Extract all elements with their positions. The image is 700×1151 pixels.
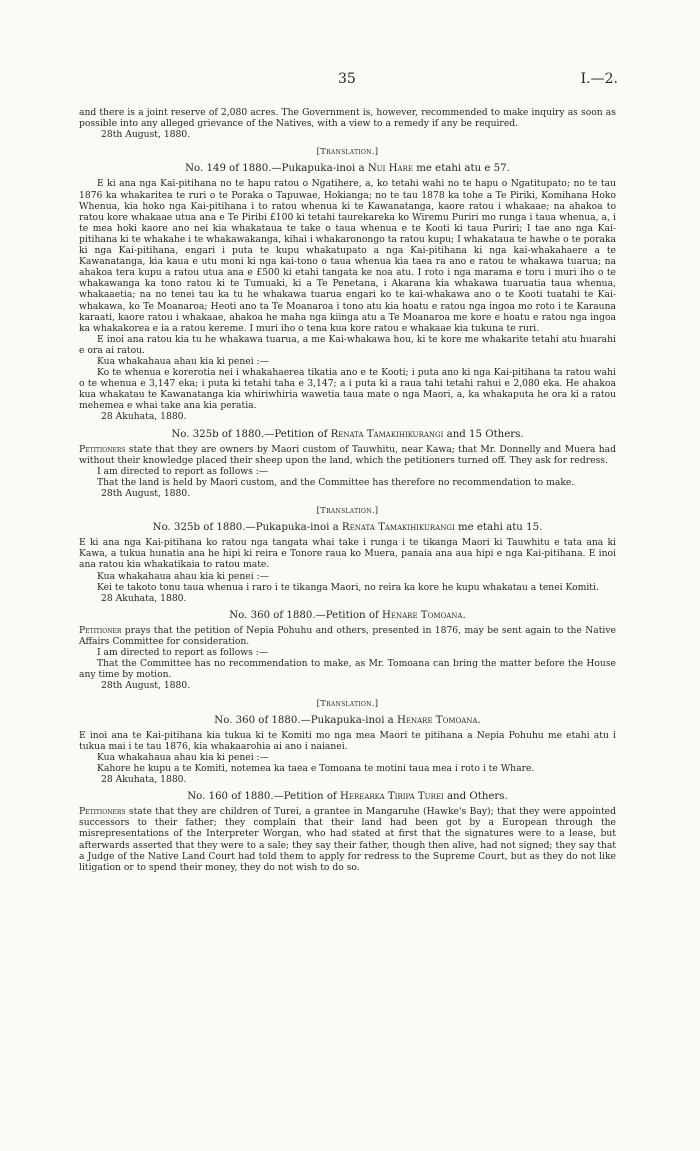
- paragraph: Kahore he kupu a te Komiti, notemea ka taea e Tomoana te motini taua mea i roto i te Whare.: [97, 762, 535, 774]
- paragraph: Ko te whenua e korerotia nei i whakahaerea tikatia ano e te Kooti; i puta ano ki nga Kai-pitihana ta ratou wahi o te whenua e 3,147 eka; i puta ki tetahi taha e 3,147; a i puta ki a raua tahi tetahi rahui e 2,080 eka. He ahakoa kua whakatau te Kawanatanga kia whiriwhiria wawetia taua mate o nga Maori, a, ka whakaputa he ora ki a ratou mehemea e whai take ana kia peratia.: [79, 367, 616, 412]
- heading-suffix: and 15 Others.: [443, 428, 524, 440]
- section-heading: [79, 715, 616, 726]
- dateline: 28th August, 1880.: [101, 680, 191, 692]
- paragraph: Kua whakahaua ahau kia ki penei :—: [97, 751, 269, 763]
- heading-prefix: No. 325b of 1880.—Petition of: [171, 428, 331, 440]
- heading-name: Herearka Tiripa Turei: [339, 791, 444, 803]
- heading-suffix: .: [462, 609, 466, 621]
- dateline: 28th August, 1880.: [101, 488, 191, 499]
- paragraph: E inoi ana ratou kia tu he whakawa tuarua, a me Kai-whakawa hou, ki te kore me whakarite tetahi atu huarahi e ora ai ratou.: [79, 333, 616, 356]
- section-heading: [79, 522, 616, 533]
- paragraph: [79, 444, 616, 466]
- heading-prefix: No. 160 of 1880.—Petition of: [187, 791, 340, 803]
- paragraph: and there is a joint reserve of 2,080 acres. The Government is, however, recommended to make inquiry as soon as possible into any alleged grievance of the Natives, with a view to a remedy if any be required.: [79, 107, 616, 130]
- paragraph: That the land is held by Maori custom, and the Committee has therefore no recommendation to make.: [97, 476, 575, 488]
- section-heading: [79, 163, 616, 174]
- page-header: [0, 71, 700, 92]
- heading-prefix: No. 149 of 1880.—Pukapuka-inoi a: [185, 163, 368, 175]
- section-petition-160: [79, 791, 616, 873]
- paragraph: E ki ana nga Kai-pitihana ko ratou nga tangata whai take i runga i te tikanga Maori ki Tauwhitu e tata ana ki Kawa, a tukua hunatia ana he hipi ki reira e Tonore raua ko Muera, panaia ana aua hipi e nga Kai-pitihana. E inoi ana ratou kia whakatikaia to ratou mate.: [79, 537, 616, 571]
- dateline: 28th August, 1880.: [101, 129, 191, 141]
- paragraph: Kua whakahaua ahau kia ki penei :—: [97, 570, 269, 582]
- page-reference: I.—2.: [580, 71, 618, 87]
- heading-prefix: No. 360 of 1880.—Pukapuka-inoi a: [214, 714, 397, 726]
- section-translation-360: [79, 698, 616, 786]
- section-heading: [79, 429, 616, 440]
- section-heading: [79, 610, 616, 621]
- translation-label: [Translation.]: [316, 697, 379, 708]
- section-continuation: [79, 107, 616, 140]
- heading-name: Henare Tomoana: [382, 609, 463, 621]
- paragraph: That the Committee has no recommendation to make, as Mr. Tomoana can bring the matter before the House any time by motion.: [79, 658, 616, 681]
- translation-label: [Translation.]: [316, 505, 379, 516]
- lead-word: Petitioner: [79, 624, 122, 636]
- translation-label: [Translation.]: [316, 146, 379, 157]
- heading-prefix: No. 360 of 1880.—Petition of: [229, 609, 382, 621]
- paragraph: E inoi ana te Kai-pitihana kia tukua ki te Komiti mo nga mea Maori te pitihana a Nepia Pohuhu me etahi atu i tukua mai i te tau 1876, kia whakaarohia ai ano i naianei.: [79, 729, 616, 752]
- heading-name: Renata Tamakihikurangi: [341, 522, 455, 534]
- section-petition-360: [79, 610, 616, 692]
- paragraph: I am directed to report as follows :—: [97, 465, 269, 477]
- section-translation-325b: [79, 505, 616, 604]
- lead-word: Petitioners: [79, 443, 126, 455]
- paragraph-text: prays that the petition of Nepia Pohuhu and others, presented in 1876, may be sent again to the Native Affairs Committee for consideration.: [79, 624, 616, 648]
- section-heading: [79, 791, 616, 802]
- paragraph: I am directed to report as follows :—: [97, 647, 269, 659]
- paragraph: Kei te takoto tonu taua whenua i raro i te tikanga Maori, no reira ka kore he kupu whakatau a tenei Komiti.: [97, 581, 599, 593]
- section-petition-325b: [79, 429, 616, 500]
- heading-suffix: me etahi atu 15.: [454, 522, 543, 534]
- dateline: 28 Akuhata, 1880.: [101, 592, 187, 604]
- heading-prefix: No. 325b of 1880.—Pukapuka-inoi a: [152, 522, 342, 534]
- section-translation-149: [79, 146, 616, 422]
- heading-suffix: and Others.: [443, 791, 508, 803]
- paragraph-text: state that they are children of Turei, a grantee in Mangaruhe (Hawke's Bay); that they were appointed successors to their father; they complain that their land had been got by a European through the misrepresentations of the Interpreter Worgan, who had stated at first that the signatures were to a lease, but afterwards asserted that they were to a sale; they say their father, though then alive, had not signed; they say that a Judge of the Native Land Court had told them to apply for redress to the Supreme Court, but as they do not like litigation or to spend their money, they do not wish to do so.: [79, 806, 616, 873]
- page-number: 35: [338, 71, 356, 87]
- paragraph: E ki ana nga Kai-pitihana no te hapu ratou o Ngatihere, a, ko tetahi wahi no te hapu o Ngatitupato; no te tau 1876 ka whakaritea te ruri o te Poraka o Tapuwae, Hokianga; no te tau 1878 ka tohe a Te Piriki, Komihana Hoko Whenua, kia hoko nga Kai-pitihana i to ratou whenua ki te Kawanatanga, kaore ratou i whakaae; na ahakoa to ratou kore whakaae utua ana e Te Piribi £100 ki tetahi taurekareka ko Wiremu Puriri mo runga i taua whenua, a, i te mea hoki kaore ano nei kia whakataua te take o taua whenua e te Kooti ki taua Puriri; I tae ano nga Kai-pitihana ki te whakahe i te whakawakanga, kihai i whakaronongo ta ratou kupu; I whakataua te hawhe o te poraka ki nga Kai-pitihana, engari i puta te kupu whakatupato a nga Kai-pitihana ki nga kai-whakahaere a te Kawanatanga, kia kaua e utu moni ki nga kai-tono o taua whenua kia taea ra ano e ratou te whakawa tuarua; na ahakoa tera kupu a ratou utua ana e £500 ki etahi tangata ke noa atu. I roto i nga marama e toru i muri iho o te whakawanga ka tono ratou ki te Tumuaki, ki a Te Penetana, i Akarana kia whakawa tuaruatia taua whenua, whakaaetia; na no tenei tau ka tu he whakawa tuarua engari ko te kai-whakawa ano o te Kooti tuatahi te Kai-whakawa, ko Te Moanaroa; Heoti ano ta Te Moanaroa i tono atu kia hoatu e ratou nga ingoa mo roto i te Karauna karaati, kaore ratou i whakaae, ahakoa he maha nga kiinga atu a Te Moanaroa me kore e hoatu e ratou nga ingoa ka whakakorea e ia a ratou kereme. I muri iho o tena kua kore ratou e whakaae kia tukuna te ruri.: [79, 178, 616, 334]
- dateline: 28 Akuhata, 1880.: [101, 411, 187, 423]
- heading-name: Renata Tamakihikurangi: [330, 428, 444, 440]
- heading-suffix: .: [477, 714, 481, 726]
- heading-suffix: me etahi atu e 57.: [413, 163, 510, 175]
- paragraph: [79, 625, 616, 647]
- heading-name: Henare Tomoana: [397, 714, 478, 726]
- dateline: 28 Akuhata, 1880.: [101, 774, 187, 786]
- page-body: [79, 107, 616, 873]
- paragraph: [79, 806, 616, 873]
- paragraph: Kua whakahaua ahau kia ki penei :—: [97, 355, 269, 367]
- paragraph-text: state that they are owners by Maori custom of Tauwhitu, near Kawa; that Mr. Donnelly and Muera had without their knowledge placed their sheep upon the land, which the petitioners turned off. They ask for redress.: [79, 443, 616, 466]
- lead-word: Petitioners: [79, 806, 126, 818]
- heading-name: Nui Hare: [367, 163, 413, 175]
